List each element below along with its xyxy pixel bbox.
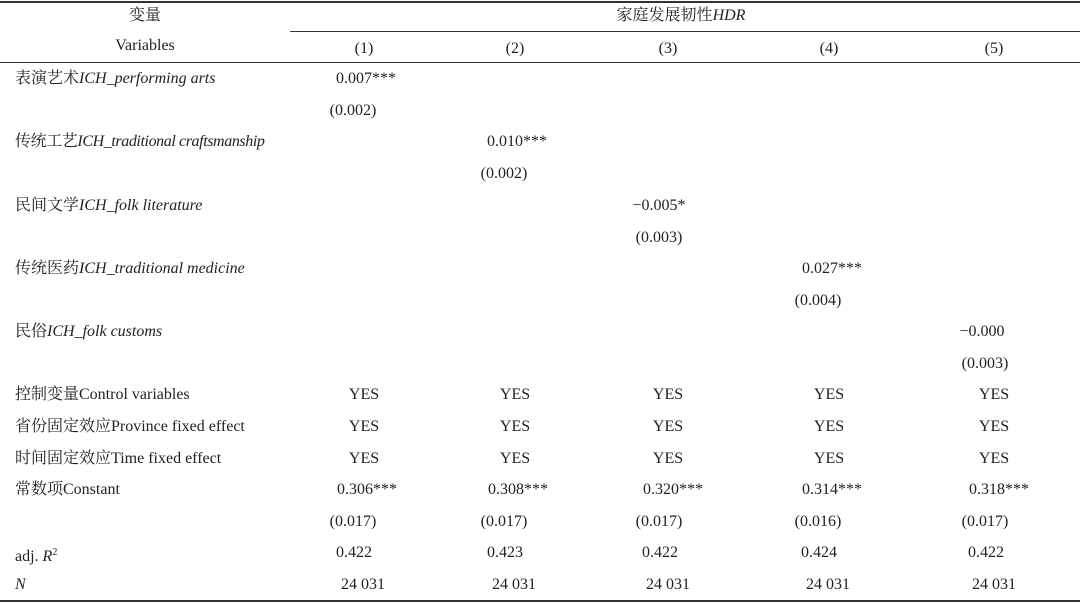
constant-se-4: (0.016): [794, 513, 842, 530]
time-val-1: YES: [348, 450, 380, 467]
header-rule: [0, 62, 1080, 63]
time-val-2: YES: [499, 450, 531, 467]
control-val-4: YES: [813, 386, 845, 403]
constant-se-3: (0.017): [635, 513, 683, 530]
province-val-3: YES: [652, 418, 684, 435]
row-label-time: 时间固定效应Time fixed effect: [15, 450, 222, 467]
coef-folk-literature: −0.005*: [632, 197, 686, 214]
se-medicine: (0.004): [794, 292, 842, 309]
n-val-5: 24 031: [972, 576, 1016, 593]
se-folk-customs: (0.003): [961, 355, 1009, 372]
bottom-rule: [0, 600, 1080, 602]
col-header-4: (4): [819, 40, 839, 57]
col-header-2: (2): [505, 40, 525, 57]
control-val-5: YES: [978, 386, 1010, 403]
row-label-craftsmanship: 传统工艺ICH_traditional craftsmanship: [15, 133, 265, 150]
row-label-adj-r2: adj. $R^2$: [15, 547, 58, 565]
time-val-4: YES: [813, 450, 845, 467]
row-label-constant: 常数项Constant: [15, 481, 120, 498]
constant-se-5: (0.017): [961, 513, 1009, 530]
se-folk-literature: (0.003): [635, 229, 683, 246]
col-header-3: (3): [658, 40, 678, 57]
se-craftsmanship: (0.002): [480, 165, 528, 182]
time-val-3: YES: [652, 450, 684, 467]
r2-val-2: 0.423: [487, 544, 523, 561]
constant-val-5: 0.318***: [969, 481, 1029, 498]
r2-val-4: 0.424: [801, 544, 837, 561]
n-val-1: 24 031: [341, 576, 385, 593]
row-label-n: N: [15, 576, 26, 593]
col-header-1: (1): [354, 40, 374, 57]
province-val-2: YES: [499, 418, 531, 435]
n-val-2: 24 031: [492, 576, 536, 593]
constant-val-1: 0.306***: [337, 481, 397, 498]
row-label-performing-arts: 表演艺术ICH_performing arts: [15, 70, 216, 87]
header-group-cn: 家庭发展韧性: [616, 7, 713, 24]
header-group-abbr: HDR: [712, 7, 746, 24]
row-label-medicine: 传统医药ICH_traditional medicine: [15, 260, 245, 277]
r2-val-5: 0.422: [968, 544, 1004, 561]
province-val-5: YES: [978, 418, 1010, 435]
header-var-cn: 变量: [128, 7, 162, 24]
row-label-folk-customs: 民俗ICH_folk customs: [15, 323, 163, 340]
header-group: [617, 6, 746, 26]
row-label-control: 控制变量Control variables: [15, 386, 190, 403]
n-val-3: 24 031: [646, 576, 690, 593]
control-val-3: YES: [652, 386, 684, 403]
province-val-1: YES: [348, 418, 380, 435]
row-label-province: 省份固定效应Province fixed effect: [15, 418, 245, 435]
time-val-5: YES: [978, 450, 1010, 467]
coef-craftsmanship: 0.010***: [487, 133, 547, 150]
col-header-5: (5): [984, 40, 1004, 57]
constant-se-2: (0.017): [480, 513, 528, 530]
constant-se-1: (0.017): [329, 513, 377, 530]
constant-val-4: 0.314***: [802, 481, 862, 498]
n-val-4: 24 031: [806, 576, 850, 593]
top-rule: [0, 1, 1080, 3]
group-underline: [290, 31, 1080, 32]
province-val-4: YES: [813, 418, 845, 435]
control-val-2: YES: [499, 386, 531, 403]
coef-performing-arts: 0.007***: [336, 70, 396, 87]
r2-val-1: 0.422: [336, 544, 372, 561]
row-label-folk-literature: 民间文学ICH_folk literature: [15, 197, 203, 214]
constant-val-3: 0.320***: [643, 481, 703, 498]
header-var-en: Variables: [115, 37, 175, 54]
control-val-1: YES: [348, 386, 380, 403]
r2-val-3: 0.422: [642, 544, 678, 561]
coef-medicine: 0.027***: [802, 260, 862, 277]
se-performing-arts: (0.002): [329, 102, 377, 119]
constant-val-2: 0.308***: [488, 481, 548, 498]
coef-folk-customs: −0.000: [959, 323, 1005, 340]
